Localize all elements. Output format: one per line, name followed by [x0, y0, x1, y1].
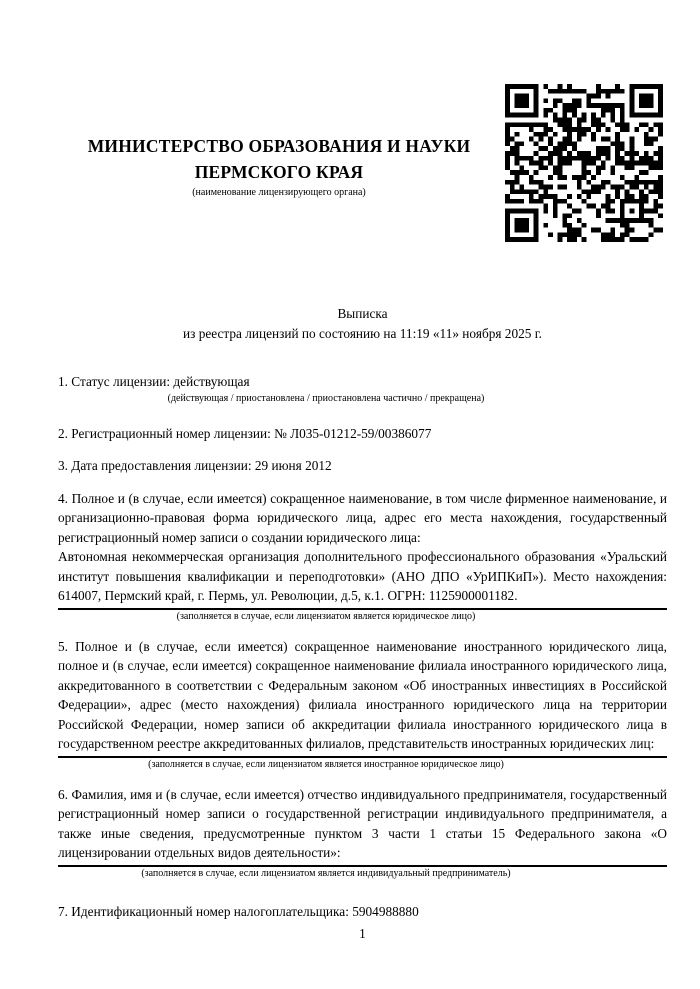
license-date-text: 3. Дата предоставления лицензии: 29 июня 2012	[58, 458, 332, 473]
field-license-date	[58, 456, 667, 476]
foreign-entity-hint: (заполняется в случае, если лицензиатом является иностранное юридическое лицо)	[148, 758, 504, 770]
foreign-entity-label: 5. Полное и (в случае, если имеется) сокращенное наименование иностранного юридического лица, полное и (в случае, если имеется) сокращенное наименование филиала иностранного юридического лица, аккредитованного в соответствии с Федеральным законом «Об иностранных инвестициях в Российской Федерации», адрес (место нахождения) филиала иностранного юридического лица на территории Российской Федерации, номер записи об аккредитации филиала иностранного юридического лица в государственном реестре аккредитованных филиалов, представительств иностранных юридических лиц:	[58, 638, 667, 751]
legal-entity-hint: (заполняется в случае, если лицензиатом является юридическое лицо)	[176, 610, 476, 622]
taxpayer-number-text: 7. Идентификационный номер налогоплательщика: 5904988880	[58, 903, 419, 919]
authority-name-line2: ПЕРМСКОГО КРАЯ	[194, 162, 364, 182]
individual-entrepreneur-hint: (заполняется в случае, если лицензиатом является индивидуальный предприниматель)	[141, 867, 511, 879]
field-individual-entrepreneur	[58, 785, 667, 880]
page-number: 1	[359, 926, 366, 941]
qr-code	[505, 84, 663, 242]
licensing-authority-header	[58, 133, 500, 199]
individual-entrepreneur-label: 6. Фамилия, имя и (в случае, если имеется) отчество индивидуального предпринимателя, государственный регистрационный номер записи о государственной регистрации индивидуального предпринимателя, а также иные сведения, предусмотренные пунктом 3 части 1 статьи 15 Федерального закона «О лицензировании отдельных видов деятельности»:	[58, 786, 667, 860]
field-legal-entity	[58, 489, 667, 623]
document-title-line1: Выписка	[337, 306, 388, 321]
legal-entity-value: Автономная некоммерческая организация дополнительного профессионального образования «Уральский институт повышения квалификации и переподготовки» (АНО ДПО «УрИПКиП»). Место нахождения: 614007, Пермский край, г. Пермь, ул. Революции, д.5, к.1. ОГРН: 1125900001182.	[58, 549, 667, 603]
license-status-text: 1. Статус лицензии: действующая	[58, 374, 250, 389]
legal-entity-label: 4. Полное и (в случае, если имеется) сокращенное наименование, в том числе фирменное наименование, и организационно-правовая форма юридического лица, адрес его места нахождения, государственный регистрационный номер записи о создании юридического лица:	[58, 490, 667, 545]
registration-number-text: 2. Регистрационный номер лицензии: № Л035-01212-59/00386077	[58, 425, 432, 441]
license-status-hint: (действующая / приостановлена / приостановлена частично / прекращена)	[167, 392, 485, 404]
authority-name-line1: МИНИСТЕРСТВО ОБРАЗОВАНИЯ И НАУКИ	[87, 136, 471, 156]
authority-name	[58, 133, 500, 185]
field-taxpayer-number	[58, 902, 667, 922]
authority-caption: (наименование лицензирующего органа)	[192, 187, 366, 198]
document-title-line2: из реестра лицензий по состоянию на 11:19 «11» ноября 2025 г.	[183, 326, 542, 341]
document-title	[58, 304, 667, 344]
field-foreign-entity	[58, 637, 667, 771]
field-license-status	[58, 372, 667, 405]
field-registration-number	[58, 424, 667, 444]
